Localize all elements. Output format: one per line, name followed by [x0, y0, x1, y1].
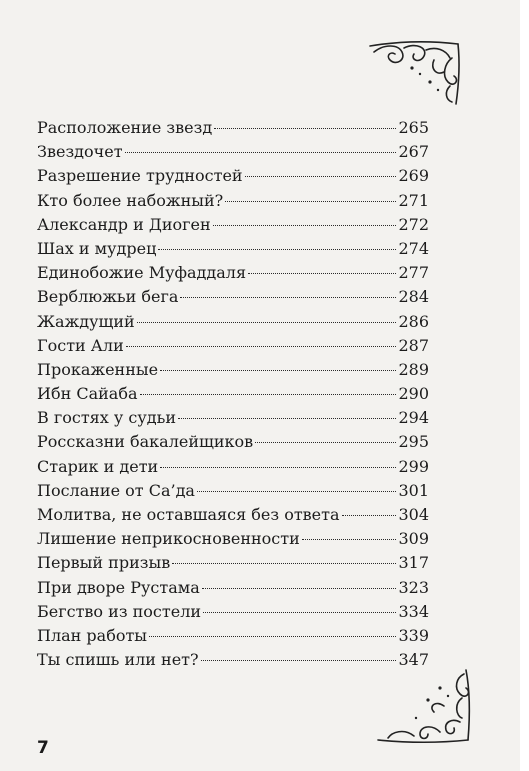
toc-entry: [37, 624, 429, 648]
dot-leader: [203, 612, 396, 613]
toc-entry: [37, 213, 429, 237]
toc-entry-page: 309: [398, 529, 429, 549]
toc-entry-page: 317: [398, 553, 429, 573]
toc-entry-page: 286: [398, 311, 429, 331]
toc-entry-title: При дворе Рустама: [37, 577, 200, 597]
toc-entry-page: 271: [398, 190, 429, 210]
toc-entry-page: 299: [398, 456, 429, 476]
toc-entry-page: 284: [398, 287, 429, 307]
toc-entry-title: Послание от Са’да: [37, 480, 195, 500]
toc-entry: [37, 310, 429, 334]
toc-entry-page: 274: [398, 238, 429, 258]
toc-entry-title: Ты спишь или нет?: [37, 650, 199, 670]
dot-leader: [197, 491, 396, 492]
corner-flourish-icon: [364, 38, 464, 108]
toc-entry: [37, 527, 429, 551]
toc-entry-page: 347: [398, 650, 429, 670]
toc-entry: [37, 551, 429, 575]
toc-entry-title: Александр и Диоген: [37, 214, 211, 234]
dot-leader: [245, 176, 397, 177]
toc-entry-page: 277: [398, 263, 429, 283]
toc-entry-page: 339: [398, 625, 429, 645]
toc-entry: [37, 455, 429, 479]
dot-leader: [137, 322, 397, 323]
toc-entry-title: Гости Али: [37, 335, 124, 355]
toc-entry: [37, 406, 429, 430]
dot-leader: [302, 539, 397, 540]
toc-entry-title: Кто более набожный?: [37, 190, 224, 210]
toc-entry-title: Молитва, не оставшаяся без ответа: [37, 505, 340, 524]
dot-leader: [180, 297, 396, 298]
dot-leader: [225, 201, 396, 202]
toc-entry-title: Ибн Сайаба: [37, 384, 138, 404]
toc-entry: [37, 334, 429, 358]
toc-entry-title: Звездочет: [37, 142, 123, 162]
toc-entry: [37, 600, 429, 624]
toc-entry-title: Разрешение трудностей: [37, 166, 243, 186]
dot-leader: [255, 442, 396, 443]
toc-entry-title: Единобожие Муфаддаля: [37, 263, 247, 283]
dot-leader: [202, 588, 397, 589]
dot-leader: [160, 467, 396, 468]
toc-entry-title: Расположение звезд: [37, 118, 213, 137]
dot-leader: [342, 515, 397, 516]
corner-flourish-icon: [374, 666, 474, 746]
toc-entry: [37, 382, 429, 406]
toc-entry-page: 334: [398, 601, 429, 621]
toc-entry-page: 272: [398, 214, 429, 234]
toc-entry-title: Жаждущий: [37, 311, 135, 331]
toc-entry-title: В гостях у судьи: [37, 408, 176, 428]
toc-entry-title: Прокаженные: [37, 359, 159, 379]
toc-entry-title: Шах и мудрец: [37, 238, 157, 258]
toc-entry-page: 265: [398, 118, 429, 137]
toc-entry: [37, 140, 429, 164]
toc-entry: [37, 479, 429, 503]
dot-leader: [172, 563, 396, 564]
toc-entry-title: Старик и дети: [37, 456, 159, 476]
dot-leader: [214, 128, 396, 129]
toc-entry-page: 295: [398, 432, 429, 452]
toc-entry-page: 289: [398, 359, 429, 379]
toc-entry-title: Россказни бакалейщиков: [37, 432, 254, 452]
toc-entry-title: План работы: [37, 625, 148, 645]
dot-leader: [201, 660, 397, 661]
toc-entry: [37, 164, 429, 188]
toc-entry: [37, 358, 429, 382]
table-of-contents: [37, 116, 429, 672]
toc-entry-page: 290: [398, 384, 429, 404]
toc-entry-page: 269: [398, 166, 429, 186]
toc-entry-page: 287: [398, 335, 429, 355]
dot-leader: [126, 346, 397, 347]
dot-leader: [158, 249, 396, 250]
toc-entry-title: Верблюжьи бега: [37, 287, 179, 307]
toc-entry-title: Бегство из постели: [37, 601, 202, 621]
toc-entry: [37, 285, 429, 309]
toc-entry: [37, 430, 429, 454]
toc-entry-title: Лишение неприкосновенности: [37, 529, 300, 549]
toc-entry: [37, 261, 429, 285]
toc-entry: [37, 576, 429, 600]
toc-entry-page: 267: [398, 142, 429, 162]
toc-entry: [37, 648, 429, 672]
toc-entry-page: 301: [398, 480, 429, 500]
toc-entry-page: 304: [398, 505, 429, 524]
dot-leader: [140, 394, 397, 395]
toc-entry: [37, 237, 429, 261]
toc-entry-page: 323: [398, 577, 429, 597]
toc-entry: [37, 189, 429, 213]
toc-entry-page: 294: [398, 408, 429, 428]
dot-leader: [178, 418, 396, 419]
dot-leader: [125, 152, 397, 153]
toc-entry-title: Первый призыв: [37, 553, 171, 573]
toc-entry: [37, 116, 429, 140]
toc-entry: [37, 503, 429, 527]
dot-leader: [160, 370, 396, 371]
dot-leader: [213, 225, 397, 226]
dot-leader: [149, 636, 396, 637]
dot-leader: [248, 273, 396, 274]
page-number: 7: [37, 738, 49, 758]
page-edge: [520, 0, 529, 771]
